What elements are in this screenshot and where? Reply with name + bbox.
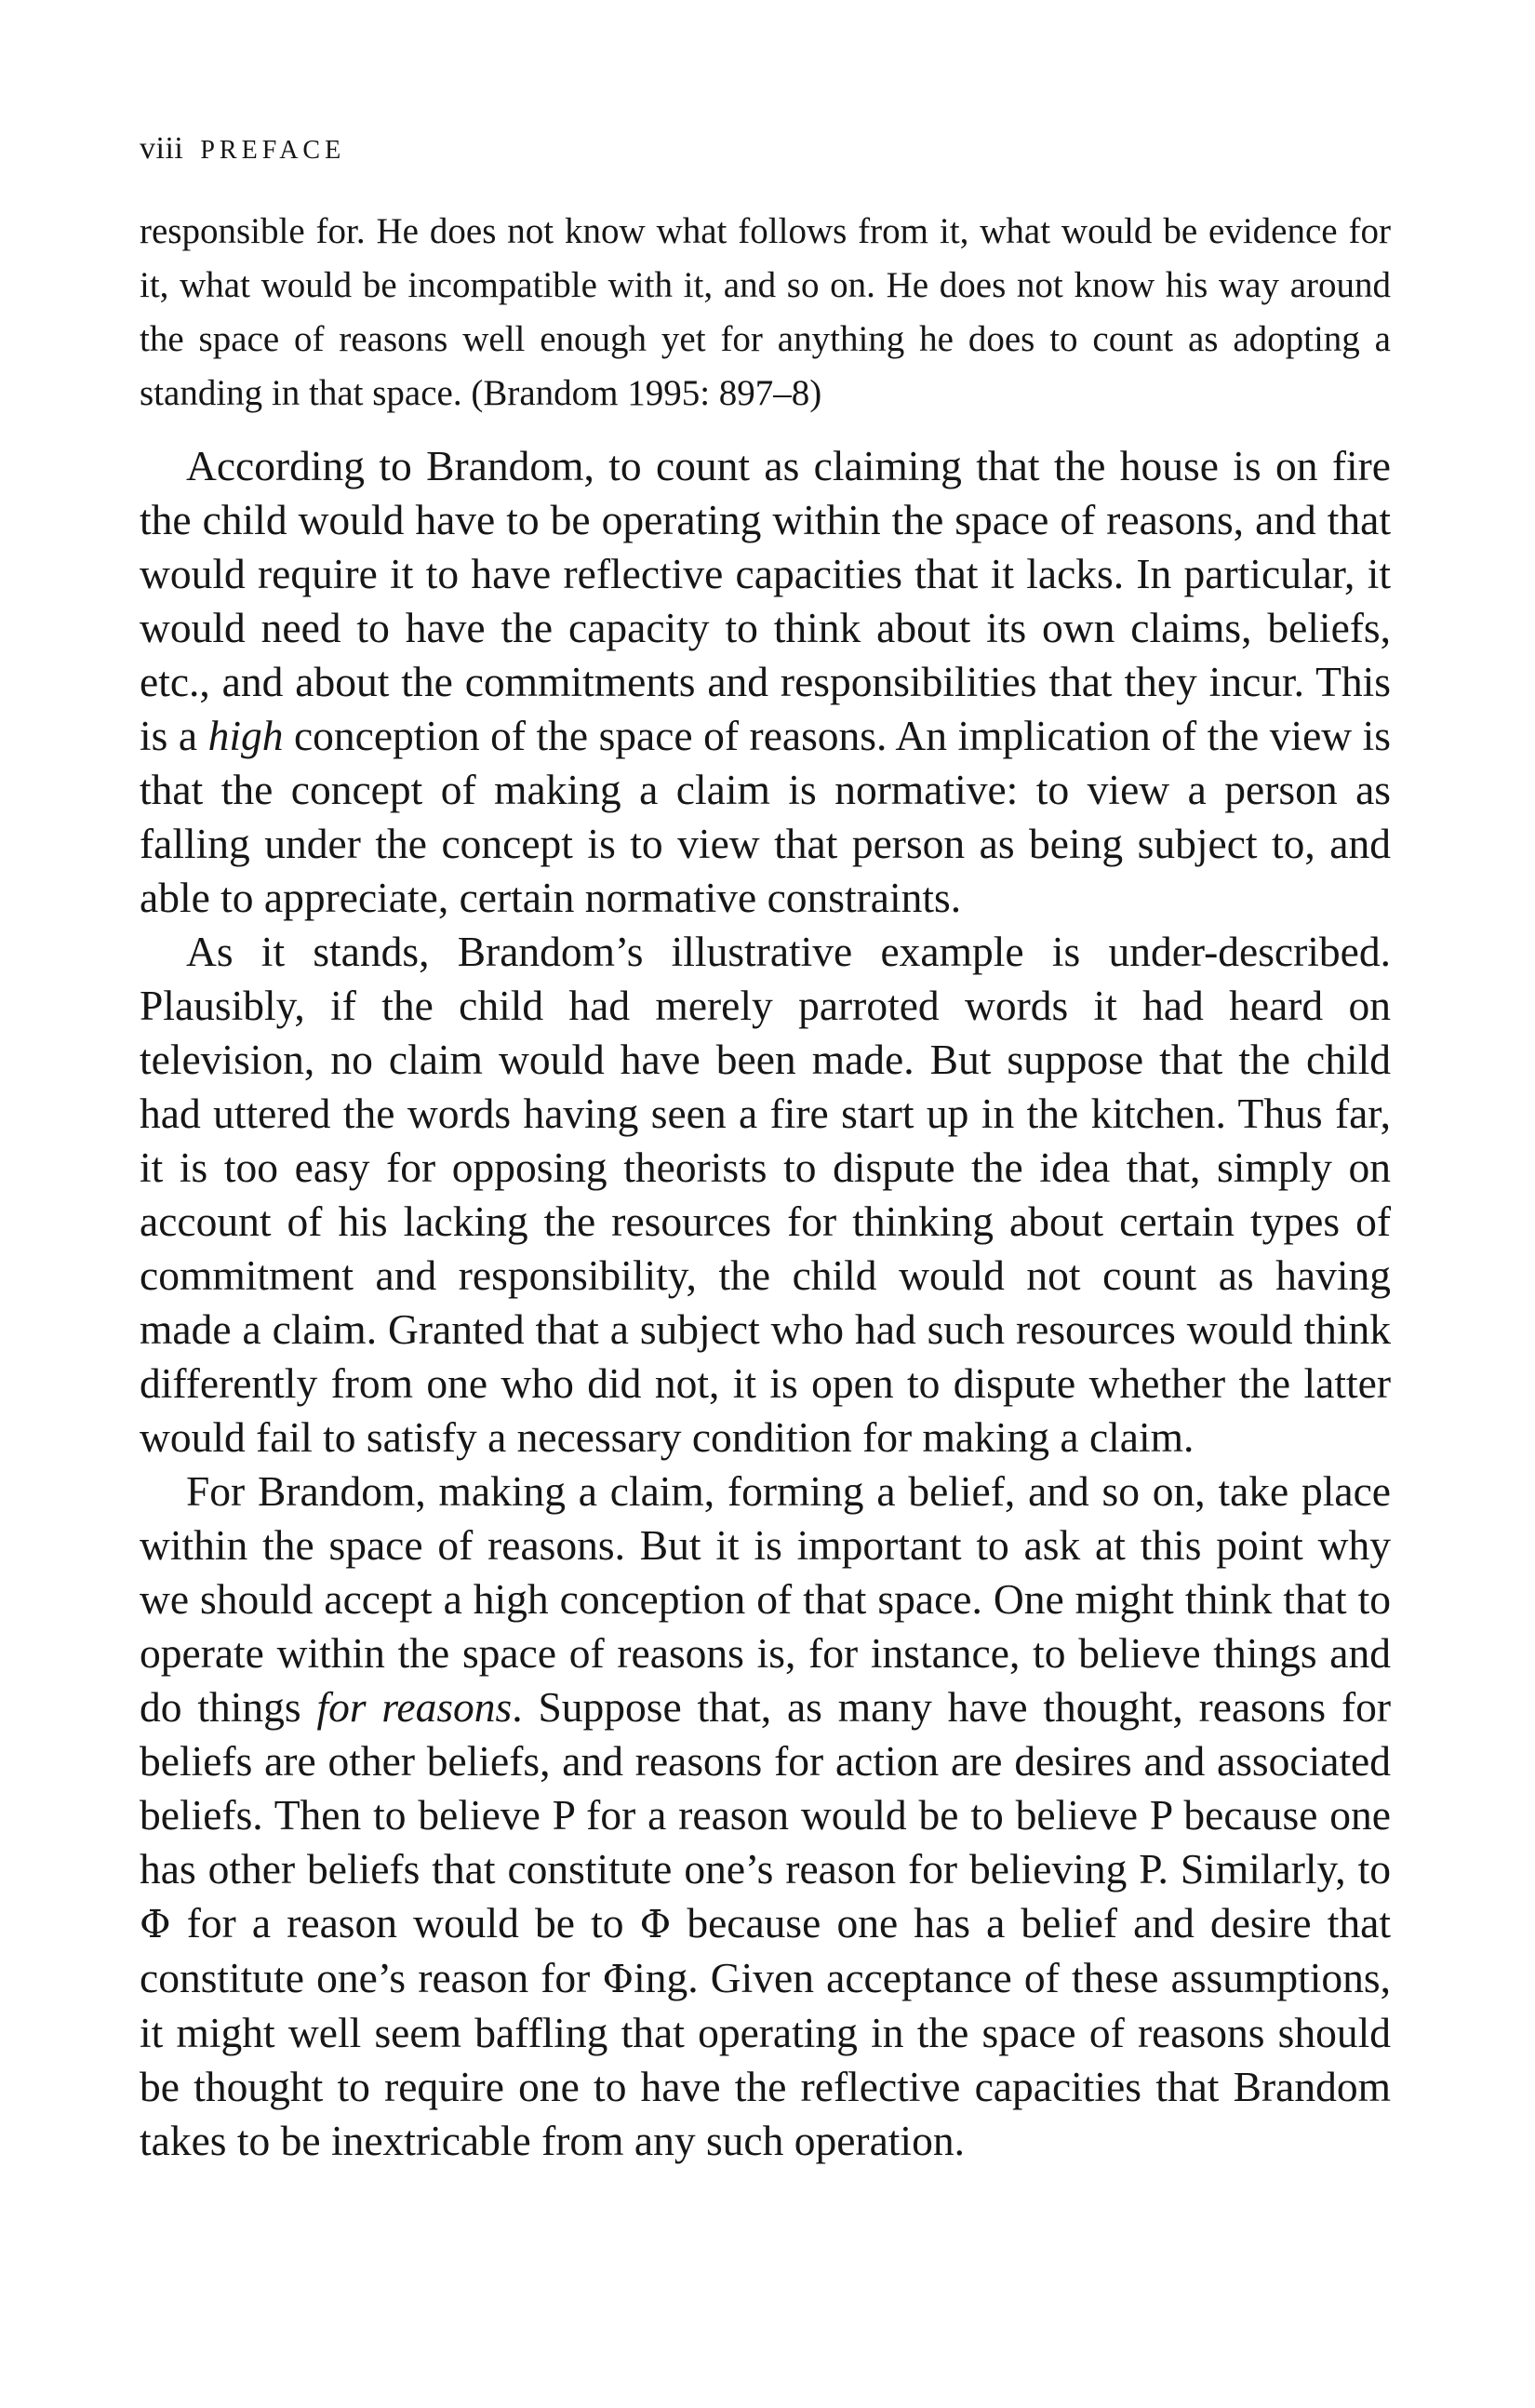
running-head xyxy=(140,130,1391,169)
book-page xyxy=(140,130,1391,2168)
paragraph-1-text-b: conception of the space of reasons. An implication of the view is that the concept of making a claim is normative: to view a person as falling under the concept is to view that person as being subject to, and able to appreciate, certain normative constraints. xyxy=(140,712,1392,921)
paragraph-3-text-c: for a reason would be to xyxy=(170,1899,640,1946)
paragraph-3-text-b: . Suppose that, as many have thought, reasons for beliefs are other beliefs, and reasons for action are desires and associated beliefs. Then to believe P for a reason would be to believe P because one has other beliefs that constitute one’s reason for believing P. Similarly, to xyxy=(140,1683,1391,1893)
phi-symbol: Φ xyxy=(602,1957,634,2001)
paragraph-3-text-e: ing. Given acceptance of these assumptions, it might well seem baffling that operating in the space of reasons should be thought to require one to have the reflective capacities that Brandom takes to be inextricable from any such operation. xyxy=(140,1954,1391,2164)
paragraph-1-emphasis: high xyxy=(207,712,284,759)
paragraph-3-emphasis: for reasons xyxy=(316,1683,513,1731)
page-number: viii xyxy=(140,131,184,166)
section-title: PREFACE xyxy=(200,136,346,165)
paragraph-3-text-a: For Brandom, making a claim, forming a belief, and so on, take place within the space of reasons. But it is important to ask at this point why we should accept a high conception of that space. One might think that to operate within the space of reasons is, for instance, to believe things and do things xyxy=(140,1467,1391,1731)
paragraph-1 xyxy=(140,439,1391,925)
paragraph-3-text-d: because one has a belief and desire that constitute one’s reason for xyxy=(140,1899,1391,2001)
paragraph-1-text-a: According to Brandom, to count as claiming that the house is on fire the child would have to be operating within the space of reasons, and that would require it to have reflective capacities that it lacks. In particular, it would need to have the capacity to think about its own claims, beliefs, etc., and about the commitments and responsibilities that they incur. This is a xyxy=(140,442,1391,759)
phi-symbol: Φ xyxy=(140,1902,171,1946)
phi-symbol: Φ xyxy=(639,1902,672,1946)
paragraph-2: As it stands, Brandom’s illustrative example is under-described. Plausibly, if the child had merely parroted words it had heard on television, no claim would have been made. But suppose that the child had uttered the words having seen a fire start up in the kitchen. Thus far, it is too easy for opposing theorists to dispute the idea that, simply on account of his lacking the resources for thinking about certain types of commitment and responsibility, the child would not count as having made a claim. Granted that a subject who had such resources would think differently from one who did not, it is open to dispute whether the latter would fail to satisfy a necessary condition for making a claim. xyxy=(140,928,1391,1461)
block-quote: responsible for. He does not know what follows from it, what would be evidence for it, what would be incompatible with it, and so on. He does not know his way around the space of reasons well enough yet for anything he does to count as adopting a standing in that space. (Brandom 1995: 897–8) xyxy=(140,211,1391,413)
paragraph-3 xyxy=(140,1465,1391,2168)
